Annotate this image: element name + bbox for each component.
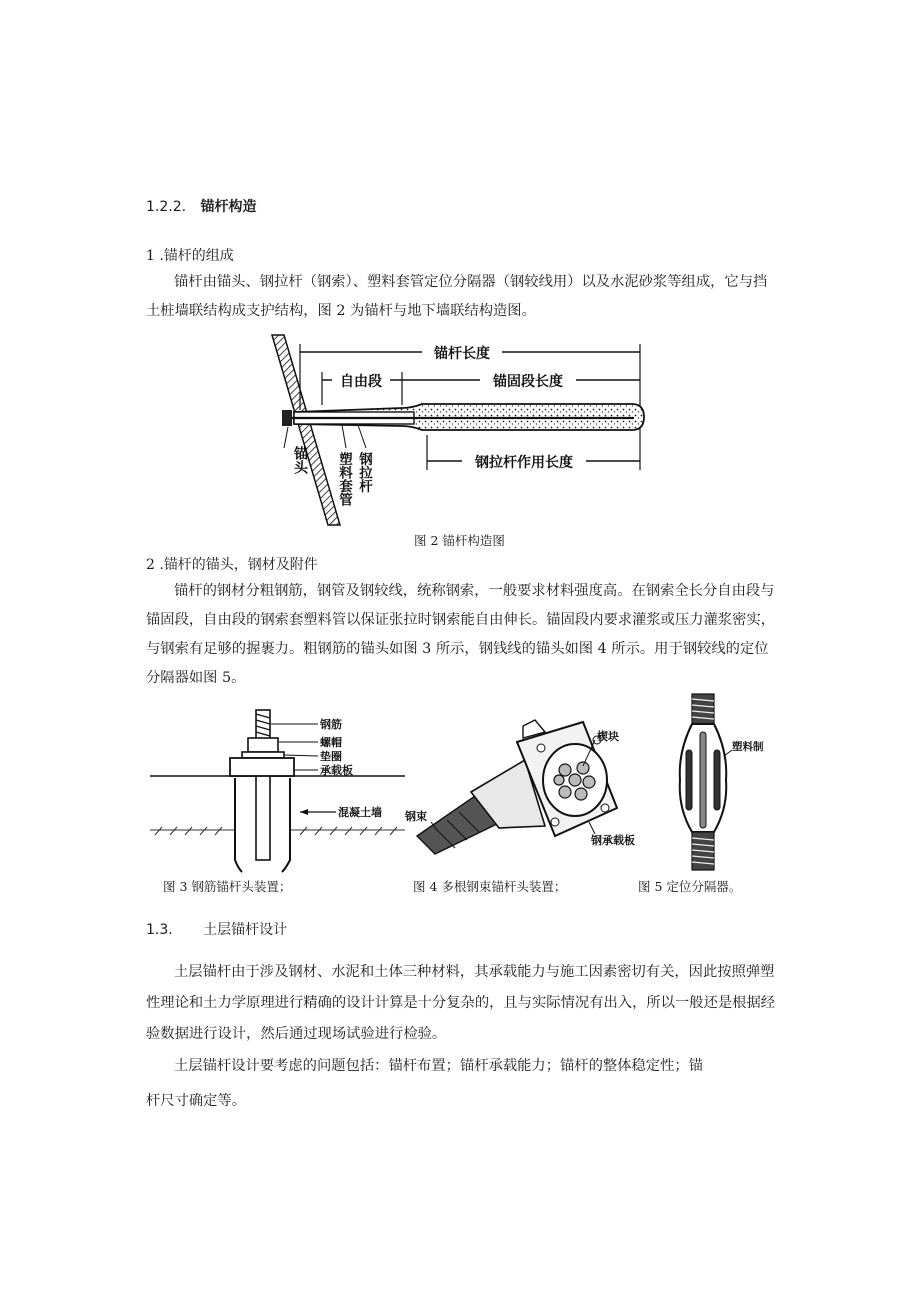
label-anchor-length: 锚杆长度 — [434, 346, 490, 362]
figure-4-caption: 图 4 多根钢束锚杆头装置； — [413, 879, 567, 894]
bearing-plate — [230, 758, 294, 776]
item1-paragraph: 锚杆由锚头、钢拉杆（钢索）、塑料套管定位分隔器（钢较线用）以及水泥砂浆等组成，它与挡土桩墙联结构成支护结构，图 2 为锚杆与地下墙联结构造图。 — [146, 274, 768, 319]
washer — [242, 752, 284, 758]
anchor-head-block — [282, 410, 292, 426]
label-anchor-head — [280, 445, 309, 475]
figure-4-multi-strand-anchor-head — [405, 718, 640, 868]
nut — [248, 738, 278, 752]
figure-3-rebar-anchor-head — [150, 700, 410, 875]
label-bearing-plate: 承载板 — [320, 764, 353, 777]
section-number: 1.2.2. — [146, 199, 187, 215]
label-wedge: 楔块 — [597, 730, 619, 743]
label-free-section: 自由段 — [340, 374, 382, 390]
section-122-heading — [146, 196, 257, 216]
label-nut: 螺帽 — [320, 736, 342, 749]
label-washer: 垫圈 — [320, 750, 342, 763]
label-concrete-wall: 混凝土墙 — [338, 806, 382, 819]
label-steel-rod: 钢拉杆 — [356, 452, 372, 493]
label-plastic: 塑料制 — [732, 741, 764, 753]
item2-heading: 2 .锚杆的锚头，钢材及附件 — [146, 557, 318, 573]
retaining-wall — [272, 335, 340, 525]
figure-2-anchor-structure — [262, 330, 652, 530]
label-rebar: 钢筋 — [320, 718, 342, 731]
item1-heading: 1 .锚杆的组成 — [146, 248, 234, 264]
figure-5-caption: 图 5 定位分隔器。 — [638, 879, 742, 894]
label-anchor-section-length: 锚固段长度 — [493, 374, 563, 390]
section-13-paragraph-2-line-2: 杆尺寸确定等。 — [146, 1093, 247, 1109]
section-title: 土层锚杆设计 — [203, 922, 288, 938]
figure-3-caption: 图 3 钢筋锚杆头装置； — [163, 879, 292, 894]
section-13-paragraph-1: 土层锚杆由于涉及钢材、水泥和土体三种材料，其承载能力与施工因素密切有关，因此按照弹塑性理论和土力学原理进行精确的设计计算是十分复杂的，且与实际情况有出入，所以一般还是根据经验数据进行设计，然后通过现场试验进行检验。 — [146, 964, 776, 1042]
label-rod-working-length: 钢拉杆作用长度 — [475, 455, 573, 471]
section-title: 锚杆构造 — [200, 199, 257, 215]
item2-paragraph: 锚杆的钢材分粗钢筋，钢管及钢较线，统称钢索，一般要求材料强度高。在钢索全长分自由段与锚固段，自由段的钢索套塑料管以保证张拉时钢索能自由伸长。锚固段内要求灌浆或压力灌浆密实，与钢索有足够的握裹力。粗钢筋的锚头如图 3 所示，钢钱线的锚头如图 4 所示。用于钢较线的定位分隔器如图 5。 — [146, 583, 776, 686]
figure-5-centralizer — [676, 692, 791, 872]
label-plastic-sleeve: 塑料套管 — [336, 452, 352, 506]
figure-2-caption: 图 2 锚杆构造图 — [414, 533, 505, 548]
section-13-paragraph-2-line-1: 土层锚杆设计要考虑的问题包括：锚杆布置；锚杆承载能力；锚杆的整体稳定性；锚 — [174, 1058, 703, 1074]
section-number: 1.3. — [146, 922, 173, 938]
label-steel-bearing-plate: 钢承载板 — [591, 834, 635, 847]
section-13-heading — [146, 919, 287, 939]
label-strand: 钢束 — [405, 810, 427, 823]
label-anchor-head-text: 锚头 — [280, 446, 308, 462]
